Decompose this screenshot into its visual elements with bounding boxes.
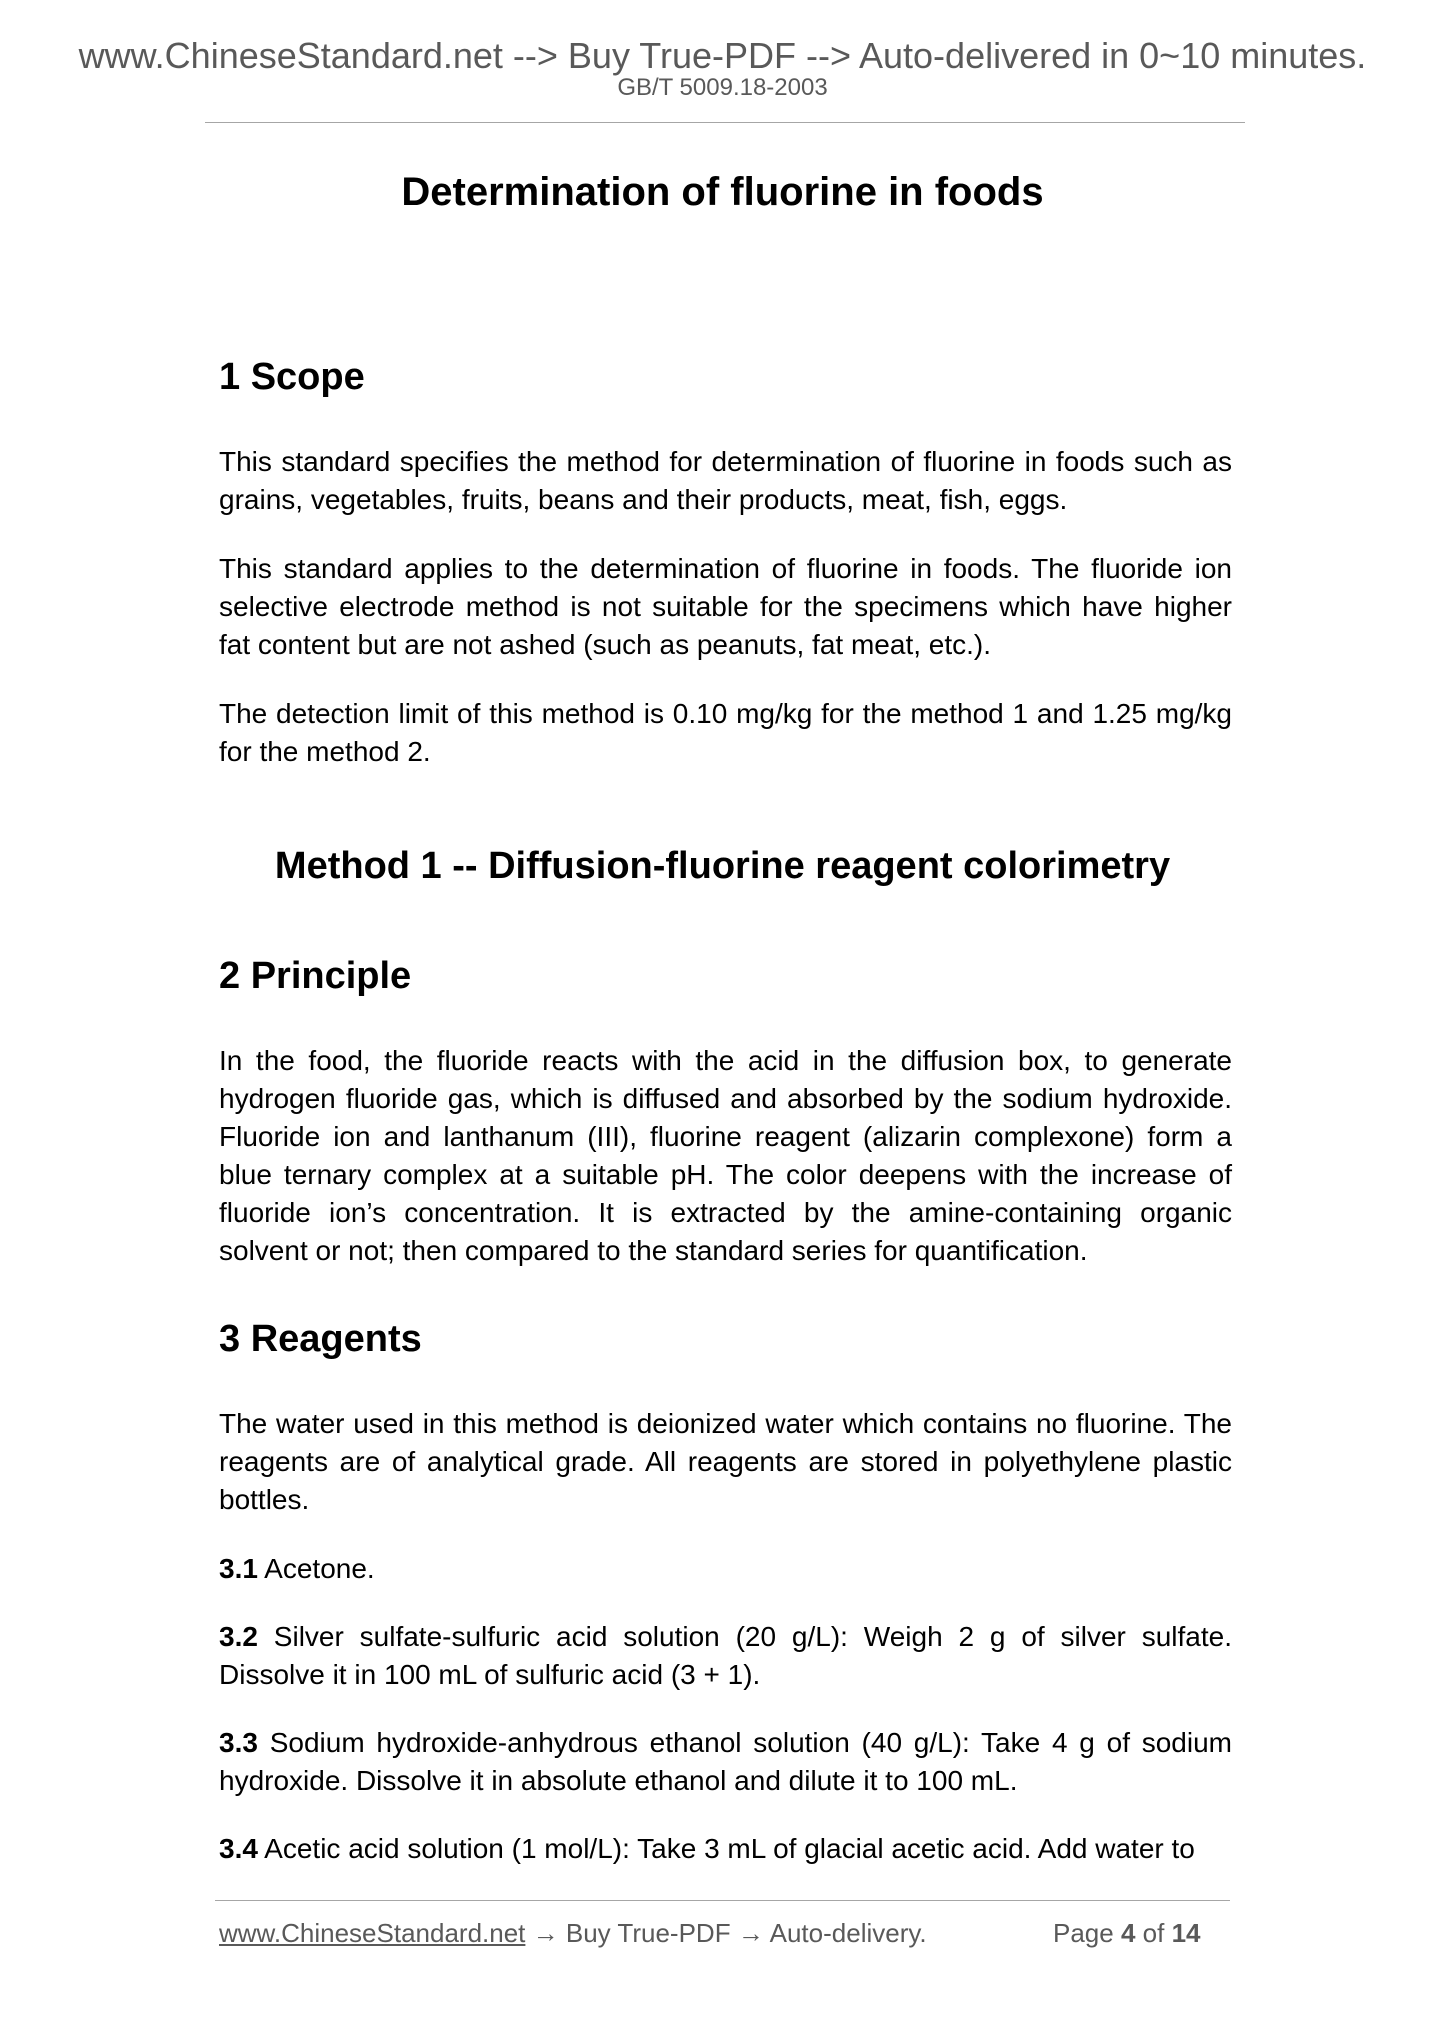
standard-code: GB/T 5009.18-2003 <box>617 74 828 101</box>
reagent-item <box>219 1724 1232 1800</box>
total-pages: 14 <box>1171 1918 1201 1948</box>
arrow-right-icon: → <box>532 1918 559 1948</box>
reagent-text: Acetic acid solution (1 mol/L): Take 3 mL of glacial acetic acid. Add water to <box>264 1833 1195 1864</box>
page-indicator <box>1053 1920 1201 1946</box>
reagent-item <box>219 1830 1232 1868</box>
reagent-number: 3.1 <box>219 1553 258 1584</box>
reagent-text: Acetone. <box>264 1553 375 1584</box>
section-heading-scope: 1 Scope <box>219 356 365 398</box>
header-banner: www.ChineseStandard.net --> Buy True-PDF --> Auto-delivered in 0~10 minutes. <box>78 35 1367 76</box>
reagents-intro: The water used in this method is deionized water which contains no fluorine. The reagents are of analytical grade. All reagents are stored in polyethylene plastic bottles. <box>219 1408 1232 1515</box>
scope-paragraph-2: This standard applies to the determination of fluorine in foods. The fluoride ion selective electrode method is not suitable for the specimens which have higher fat content but are not ashed (such as peanuts, fat meat, etc.). <box>219 553 1232 660</box>
section-heading-reagents: 3 Reagents <box>219 1318 422 1360</box>
scope-paragraph-3: The detection limit of this method is 0.10 mg/kg for the method 1 and 1.25 mg/kg for the method 2. <box>219 698 1232 767</box>
footer-promo-text: Buy True-PDF <box>565 1918 731 1948</box>
page-number: 4 <box>1120 1918 1136 1948</box>
reagent-text: Sodium hydroxide-anhydrous ethanol solution (40 g/L): Take 4 g of sodium hydroxide. Dissolve it in absolute ethanol and dilute it to 100 mL. <box>219 1727 1233 1796</box>
footer-promo <box>219 1920 927 1946</box>
reagent-item <box>219 1550 1232 1588</box>
reagent-number: 3.2 <box>219 1621 258 1652</box>
scope-paragraph-1: This standard specifies the method for determination of fluorine in foods such as grains, vegetables, fruits, beans and their products, meat, fish, eggs. <box>219 446 1232 515</box>
footer-promo-end: Auto-delivery. <box>769 1918 927 1948</box>
header-divider <box>205 122 1245 123</box>
page-label: Page <box>1053 1918 1114 1948</box>
principle-paragraph: In the food, the fluoride reacts with the acid in the diffusion box, to generate hydrogen fluoride gas, which is diffused and absorbed by the sodium hydroxide. Fluoride ion and lanthanum (III), fluorine reagent (alizarin complexone) form a blue ternary complex at a suitable pH. The color deepens with the increase of fluoride ion’s concentration. It is extracted by the amine-containing organic solvent or not; then compared to the standard series for quantification. <box>219 1045 1232 1266</box>
section-heading-principle: 2 Principle <box>219 955 412 997</box>
reagent-number: 3.4 <box>219 1833 258 1864</box>
arrow-right-icon: → <box>737 1918 764 1948</box>
footer-divider <box>215 1900 1230 1901</box>
document-title: Determination of fluorine in foods <box>401 170 1044 214</box>
reagent-number: 3.3 <box>219 1727 258 1758</box>
reagent-text: Silver sulfate-sulfuric acid solution (20 g/L): Weigh 2 g of silver sulfate. Dissolve it in 100 mL of sulfuric acid (3 + 1). <box>219 1621 1233 1690</box>
of-label: of <box>1142 1918 1165 1948</box>
footer-site-link[interactable]: www.ChineseStandard.net <box>219 1918 526 1948</box>
reagent-item <box>219 1618 1232 1694</box>
method-title: Method 1 -- Diffusion-fluorine reagent colorimetry <box>274 845 1171 887</box>
